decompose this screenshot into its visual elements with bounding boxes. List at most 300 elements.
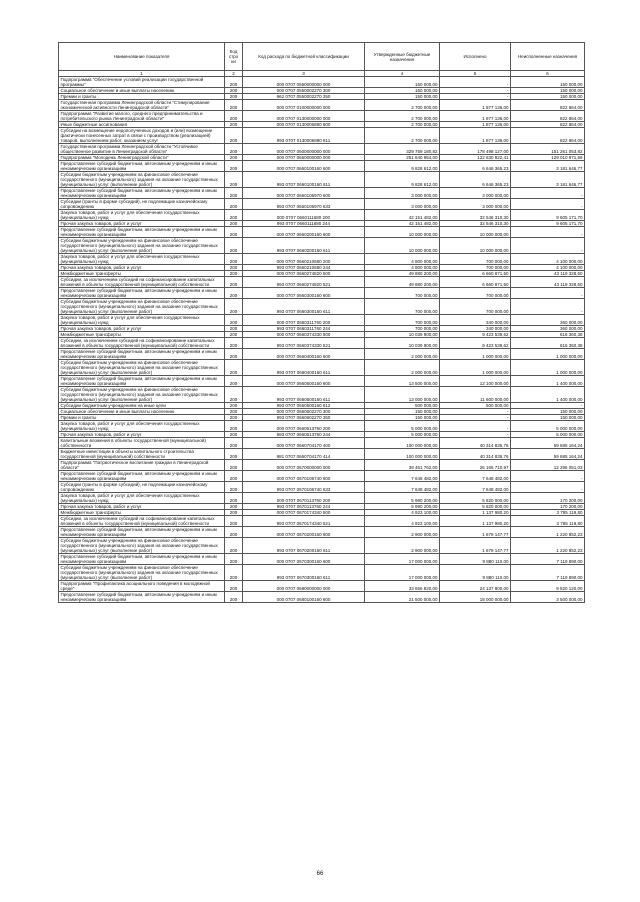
row-executed: -	[440, 94, 511, 100]
row-line-code: 200	[225, 326, 243, 332]
row-name: Предоставление субсидий бюджетным, автономным учреждениям и иным некоммерческим организациям	[59, 554, 225, 565]
row-approved: 7 648 482,00	[365, 482, 440, 493]
row-unexecuted: 3 500 000,00	[511, 592, 585, 603]
table-row	[59, 299, 585, 315]
table-row	[59, 360, 585, 376]
row-name: Субсидии бюджетным учреждениям на иные цели	[59, 403, 225, 409]
row-budget-code: 000 0707 0670200160 600	[243, 527, 365, 538]
row-approved: 2 000 000,00	[365, 360, 440, 376]
row-executed: 12 100 000,00	[440, 376, 511, 387]
row-executed: 178 498 127,00	[440, 144, 511, 155]
row-approved: 33 656 820,00	[365, 581, 440, 592]
table-row	[59, 277, 585, 288]
table-row	[59, 188, 585, 199]
row-approved: 21 500 000,00	[365, 592, 440, 603]
row-name: Субсидии бюджетным учреждениям на финансовое обеспечение государственного (муниципального) задания на оказание государственных (муниципальных) услуг (выполнение работ)	[59, 172, 225, 188]
row-budget-code: 000 0707 0130000000 000	[243, 111, 365, 122]
row-executed: 340 000,00	[440, 315, 511, 326]
row-approved: 5 000 000,00	[365, 432, 440, 438]
row-unexecuted: -	[511, 299, 585, 315]
row-approved: 700 000,00	[365, 315, 440, 326]
row-executed: 26 165 710,97	[440, 460, 511, 471]
row-name: Прочая закупка товаров, работ и услуг	[59, 221, 225, 227]
table-row	[59, 210, 585, 221]
table-row	[59, 100, 585, 111]
row-approved: 9 828 612,00	[365, 161, 440, 172]
row-executed: 1 877 136,00	[440, 111, 511, 122]
row-budget-code: 000 0707 0130006890 800	[243, 122, 365, 128]
row-budget-code: 000 0707 0660613760 200	[243, 421, 365, 432]
row-line-code: 200	[225, 349, 243, 360]
row-unexecuted: 129 010 871,59	[511, 155, 585, 161]
row-line-code: 200	[225, 238, 243, 254]
row-budget-code: 993 0707 0670174340 521	[243, 516, 365, 527]
row-approved: 17 000 000,00	[365, 565, 440, 581]
table-row	[59, 326, 585, 332]
row-approved: 13 000 000,00	[365, 387, 440, 403]
row-executed: -	[440, 415, 511, 421]
row-unexecuted: -	[511, 403, 585, 409]
row-approved: 10 000 000,00	[365, 227, 440, 238]
row-approved: 5 000 000,00	[365, 421, 440, 432]
row-executed: 5 820 000,00	[440, 504, 511, 510]
row-approved: 150 000,00	[365, 94, 440, 100]
row-budget-code: 993 0707 0660400160 611	[243, 360, 365, 376]
table-row	[59, 460, 585, 471]
row-approved: 7 648 482,00	[365, 471, 440, 482]
row-unexecuted: -	[511, 482, 585, 493]
table-row	[59, 221, 585, 227]
row-budget-code: 993 0707 0660602270 350	[243, 415, 365, 421]
row-approved: 10 000 000,00	[365, 238, 440, 254]
row-executed: 32 546 310,30	[440, 221, 511, 227]
row-approved: 5 990 200,00	[365, 493, 440, 504]
row-approved: 2 700 000,00	[365, 122, 440, 128]
row-budget-code: 000 0707 0660400160 600	[243, 349, 365, 360]
row-unexecuted: 3 785 119,80	[511, 516, 585, 527]
column-number: 1	[59, 71, 225, 77]
row-line-code: 200	[225, 332, 243, 338]
row-approved: 700 000,00	[365, 326, 440, 332]
row-executed: 6 660 871,50	[440, 271, 511, 277]
row-approved: 3 000 000,00	[365, 199, 440, 210]
row-unexecuted: -	[511, 199, 585, 210]
row-line-code: 200	[225, 271, 243, 277]
row-executed: 6 646 365,23	[440, 172, 511, 188]
row-line-code: 200	[225, 538, 243, 554]
row-budget-code: 993 0707 0660613760 244	[243, 432, 365, 438]
row-executed: 18 000 000,00	[440, 592, 511, 603]
row-line-code: 200	[225, 77, 243, 88]
row-unexecuted: 360 000,00	[511, 326, 585, 332]
row-name: Субсидии, за исключением субсидий на софинансирование капитальных вложений в объекты государственной (муниципальной) собственности	[59, 338, 225, 349]
row-unexecuted: 822 864,00	[511, 100, 585, 111]
row-name: Субсидии (гранты в форме субсидий), не подлежащие казначейскому сопровождению	[59, 482, 225, 493]
row-line-code: 200	[225, 409, 243, 415]
row-line-code: 200	[225, 592, 243, 603]
row-name: Межбюджетные трансферты	[59, 271, 225, 277]
row-line-code: 200	[225, 221, 243, 227]
row-unexecuted: 822 864,00	[511, 111, 585, 122]
row-executed: 9 880 110,00	[440, 565, 511, 581]
table-row	[59, 161, 585, 172]
row-budget-code: 993 0707 0660210680 244	[243, 265, 365, 271]
table-row	[59, 403, 585, 409]
row-unexecuted: 12 296 051,03	[511, 460, 585, 471]
row-budget-code: 000 0707 0670113760 200	[243, 493, 365, 504]
row-name: Предоставление субсидий бюджетным, автономным учреждениям и иным некоммерческим организациям	[59, 227, 225, 238]
column-number: 5	[440, 71, 511, 77]
row-executed: 500 000,00	[440, 403, 511, 409]
row-budget-code: 000 0707 0660311760 200	[243, 315, 365, 326]
table-row	[59, 172, 585, 188]
row-executed: 6 646 365,23	[440, 161, 511, 172]
row-line-code: 200	[225, 471, 243, 482]
table-row	[59, 421, 585, 432]
header-executed: Исполнено	[440, 43, 511, 71]
row-approved: 500 000,00	[365, 403, 440, 409]
row-budget-code: 993 0707 0660100160 611	[243, 172, 365, 188]
row-name: Бюджетные инвестиции в объекты капитального строительства государственной (муниципальной) собственности	[59, 449, 225, 460]
row-executed: -	[440, 88, 511, 94]
row-approved: 5 990 200,00	[365, 504, 440, 510]
row-executed: -	[440, 421, 511, 432]
table-header-row	[59, 43, 585, 71]
row-approved: 4 923 100,00	[365, 510, 440, 516]
row-unexecuted: 822 864,00	[511, 128, 585, 144]
table-row	[59, 504, 585, 510]
row-approved: 150 000,00	[365, 415, 440, 421]
header-name: Наименование показателя	[59, 43, 225, 71]
row-executed: 1 000 000,00	[440, 349, 511, 360]
row-line-code: 200	[225, 299, 243, 315]
row-line-code: 200	[225, 227, 243, 238]
row-name: Предоставление субсидий бюджетным, автономным учреждениям и иным некоммерческим организациям	[59, 161, 225, 172]
row-executed: 9 423 539,62	[440, 338, 511, 349]
row-approved: 4 800 000,00	[365, 265, 440, 271]
row-name: Субсидии бюджетным учреждениям на финансовое обеспечение государственного (муниципального) задания на оказание государственных (муниципальных) услуг (выполнение работ)	[59, 238, 225, 254]
row-budget-code: 993 0707 0130006890 811	[243, 128, 365, 144]
row-executed: 7 648 482,00	[440, 482, 511, 493]
row-executed: 1 877 136,00	[440, 122, 511, 128]
row-executed: 700 000,00	[440, 254, 511, 265]
row-unexecuted: 1 400 000,00	[511, 387, 585, 403]
row-unexecuted: 4 100 000,00	[511, 265, 585, 271]
row-approved: 100 000 000,00	[365, 449, 440, 460]
row-executed: 340 000,00	[440, 326, 511, 332]
row-unexecuted: 360 000,00	[511, 315, 585, 326]
row-name: Премии и гранты	[59, 94, 225, 100]
row-executed: 10 000 000,00	[440, 227, 511, 238]
row-line-code: 200	[225, 94, 243, 100]
row-approved: 42 151 482,00	[365, 210, 440, 221]
row-approved: 49 880 200,00	[365, 271, 440, 277]
header-unexecuted: Неисполненные назначения	[511, 43, 585, 71]
row-name: Подпрограмма "Профилактика асоциального поведения в молодежной среде"	[59, 581, 225, 592]
row-name: Межбюджетные трансферты	[59, 510, 225, 516]
row-name: Субсидии на возмещение недополученных доходов и (или) возмещение фактически понесенных затрат в связи с производством (реализацией) товаров, выполнением работ, оказанием услуг	[59, 128, 225, 144]
row-approved: 150 000,00	[365, 88, 440, 94]
row-line-code: 200	[225, 88, 243, 94]
row-line-code: 200	[225, 510, 243, 516]
row-line-code: 200	[225, 155, 243, 161]
row-line-code: 200	[225, 122, 243, 128]
row-name: Социальное обеспечение и иные выплаты населению	[59, 88, 225, 94]
table-body	[59, 77, 585, 603]
row-budget-code: 000 0707 0550002270 300	[243, 88, 365, 94]
row-executed: 700 000,00	[440, 299, 511, 315]
row-unexecuted: 9 605 171,70	[511, 221, 585, 227]
row-line-code: 200	[225, 403, 243, 409]
row-executed: 700 000,00	[440, 288, 511, 299]
row-approved: 700 000,00	[365, 288, 440, 299]
row-name: Субсидии бюджетным учреждениям на финансовое обеспечение государственного (муниципального) задания на оказание государственных (муниципальных) услуг (выполнение работ)	[59, 565, 225, 581]
row-approved: 4 923 100,00	[365, 516, 440, 527]
budget-execution-table	[58, 42, 585, 603]
row-name: Субсидии, за исключением субсидий на софинансирование капитальных вложений в объекты государственной (муниципальной) собственности	[59, 516, 225, 527]
row-budget-code: 993 0707 0660300160 611	[243, 299, 365, 315]
table-row	[59, 482, 585, 493]
table-row	[59, 265, 585, 271]
row-name: Субсидии бюджетным учреждениям на финансовое обеспечение государственного (муниципального) задания на оказание государственных (муниципальных) услуг (выполнение работ)	[59, 387, 225, 403]
row-name: Субсидии бюджетным учреждениям на финансовое обеспечение государственного (муниципального) задания на оказание государственных (муниципальных) услуг (выполнение работ)	[59, 538, 225, 554]
table-row	[59, 376, 585, 387]
row-executed: -	[440, 409, 511, 415]
row-line-code: 200	[225, 288, 243, 299]
row-budget-code: 993 0707 0670300160 611	[243, 565, 365, 581]
row-name: Закупка товаров, работ и услуг для обеспечения государственных (муниципальных) нужд	[59, 421, 225, 432]
row-approved: 700 000,00	[365, 299, 440, 315]
row-line-code: 200	[225, 315, 243, 326]
row-budget-code: 000 0707 0600000000 000	[243, 144, 365, 155]
row-budget-code: 000 0707 0550000000 000	[243, 77, 365, 88]
row-executed: 1 877 136,00	[440, 128, 511, 144]
row-line-code: 200	[225, 449, 243, 460]
row-unexecuted: 4 100 000,00	[511, 254, 585, 265]
table-row	[59, 349, 585, 360]
header-budget-code: Код расхода по бюджетной классификации	[243, 43, 365, 71]
row-budget-code: 000 0707 0100000000 000	[243, 100, 365, 111]
row-budget-code: 000 0707 0670174340 500	[243, 510, 365, 516]
table-row	[59, 527, 585, 538]
row-budget-code: 000 0707 0680100160 600	[243, 592, 365, 603]
row-line-code: 200	[225, 421, 243, 432]
row-unexecuted: 59 685 164,24	[511, 438, 585, 449]
row-line-code: 200	[225, 100, 243, 111]
row-approved: 2 700 000,00	[365, 111, 440, 122]
row-name: Государственная программа Ленинградской области "Стимулирование экономической активности Ленинградской области"	[59, 100, 225, 111]
row-budget-code: 000 0707 0660500160 600	[243, 376, 365, 387]
row-line-code: 200	[225, 265, 243, 271]
row-name: Подпрограмма "Молодежь Ленинградской области"	[59, 155, 225, 161]
table-row	[59, 581, 585, 592]
table-row	[59, 315, 585, 326]
row-unexecuted: 150 000,00	[511, 77, 585, 88]
row-name: Закупка товаров, работ и услуг для обеспечения государственных (муниципальных) нужд	[59, 493, 225, 504]
row-executed: 32 546 310,30	[440, 210, 511, 221]
row-name: Прочая закупка товаров, работ и услуг	[59, 265, 225, 271]
row-budget-code: 993 0707 0660374330 521	[243, 338, 365, 349]
column-number: 2	[225, 71, 243, 77]
table-row	[59, 254, 585, 265]
row-line-code: 200	[225, 188, 243, 199]
table-row	[59, 77, 585, 88]
row-approved: 2 700 000,00	[365, 100, 440, 111]
table-row	[59, 493, 585, 504]
row-unexecuted: 1 220 852,23	[511, 538, 585, 554]
row-unexecuted: 43 119 328,50	[511, 277, 585, 288]
row-unexecuted: 170 200,00	[511, 493, 585, 504]
row-name: Подпрограмма "Обеспечение условий реализации государственной программы"	[59, 77, 225, 88]
row-line-code: 200	[225, 493, 243, 504]
row-name: Субсидии (гранты в форме субсидий), не подлежащие казначейскому сопровождению	[59, 199, 225, 210]
row-approved: 10 039 900,00	[365, 338, 440, 349]
table-row	[59, 227, 585, 238]
row-executed: 700 000,00	[440, 265, 511, 271]
row-budget-code: 000 0707 0670106740 600	[243, 471, 365, 482]
row-executed: 5 820 000,00	[440, 493, 511, 504]
row-unexecuted: 170 200,00	[511, 504, 585, 510]
row-line-code: 200	[225, 387, 243, 403]
row-name: Государственная программа Ленинградской области "Устойчивое общественное развитие в Ленинградской области"	[59, 144, 225, 155]
row-unexecuted: -	[511, 188, 585, 199]
row-budget-code: 000 0707 0680000000 000	[243, 581, 365, 592]
row-name: Капитальные вложения в объекты государственной (муниципальной) собственности	[59, 438, 225, 449]
header-line-code: Код стро ки	[225, 43, 243, 71]
row-executed: 9 423 539,62	[440, 332, 511, 338]
row-executed: 3 000 000,00	[440, 188, 511, 199]
row-name: Субсидии бюджетным учреждениям на финансовое обеспечение государственного (муниципального) задания на оказание государственных (муниципальных) услуг (выполнение работ)	[59, 299, 225, 315]
row-unexecuted: 7 119 890,00	[511, 554, 585, 565]
row-unexecuted: 9 520 120,00	[511, 581, 585, 592]
row-name: Межбюджетные трансферты	[59, 332, 225, 338]
row-unexecuted: -	[511, 471, 585, 482]
row-name: Премии и гранты	[59, 415, 225, 421]
row-budget-code: 962 0707 0550002270 350	[243, 94, 365, 100]
row-approved: 150 000,00	[365, 77, 440, 88]
row-approved: 2 000 000,00	[365, 349, 440, 360]
row-line-code: 200	[225, 144, 243, 155]
row-line-code: 200	[225, 516, 243, 527]
row-unexecuted: 616 360,38	[511, 338, 585, 349]
table-row	[59, 554, 585, 565]
table-row	[59, 438, 585, 449]
row-unexecuted: -	[511, 227, 585, 238]
table-row	[59, 338, 585, 349]
row-budget-code: 993 0707 0660500160 611	[243, 387, 365, 403]
row-unexecuted: 150 000,00	[511, 415, 585, 421]
row-approved: 2 900 000,00	[365, 538, 440, 554]
row-budget-code: 993 0707 0670113760 244	[243, 504, 365, 510]
table-row	[59, 128, 585, 144]
row-line-code: 200	[225, 376, 243, 387]
row-name: Иные бюджетные ассигнования	[59, 122, 225, 128]
column-number: 6	[511, 71, 585, 77]
row-name: Прочая закупка товаров, работ и услуг	[59, 504, 225, 510]
row-executed: 3 000 000,00	[440, 199, 511, 210]
row-unexecuted: 3 181 646,77	[511, 161, 585, 172]
row-line-code: 200	[225, 199, 243, 210]
table-row	[59, 238, 585, 254]
row-unexecuted: 616 360,38	[511, 332, 585, 338]
row-approved: 2 900 000,00	[365, 527, 440, 538]
row-name: Предоставление субсидий бюджетным, автономным учреждениям и иным некоммерческим организациям	[59, 188, 225, 199]
header-approved: Утвержденные бюджетные назначения	[365, 43, 440, 71]
row-budget-code: 993 0707 0660274820 521	[243, 277, 365, 288]
row-unexecuted: 822 864,00	[511, 122, 585, 128]
row-unexecuted: 1 000 000,00	[511, 360, 585, 376]
table-row	[59, 144, 585, 155]
row-budget-code: 993 0707 0660106970 633	[243, 199, 365, 210]
row-executed: 122 630 822,41	[440, 155, 511, 161]
row-line-code: 200	[225, 504, 243, 510]
row-unexecuted: -	[511, 288, 585, 299]
row-unexecuted: 3 785 119,80	[511, 510, 585, 516]
row-approved: 3 000 000,00	[365, 188, 440, 199]
row-budget-code: 993 0707 0660111680 244	[243, 221, 365, 227]
table-row	[59, 471, 585, 482]
row-budget-code: 000 0707 0660000000 000	[243, 155, 365, 161]
table-row	[59, 387, 585, 403]
row-unexecuted: 1 400 000,00	[511, 376, 585, 387]
row-unexecuted: 5 000 000,00	[511, 421, 585, 432]
row-budget-code: 000 0707 0660106970 600	[243, 188, 365, 199]
row-name: Прочая закупка товаров, работ и услуг	[59, 432, 225, 438]
report-page	[58, 42, 584, 603]
column-number: 4	[365, 71, 440, 77]
row-unexecuted: 150 000,00	[511, 88, 585, 94]
row-approved: 329 759 180,82	[365, 144, 440, 155]
row-name: Субсидии бюджетным учреждениям на финансовое обеспечение государственного (муниципального) задания на оказание государственных (муниципальных) услуг (выполнение работ)	[59, 360, 225, 376]
row-name: Закупка товаров, работ и услуг для обеспечения государственных (муниципальных) нужд	[59, 210, 225, 221]
row-budget-code: 000 0707 0660300160 600	[243, 288, 365, 299]
row-executed: 40 314 835,76	[440, 438, 511, 449]
row-approved: 49 880 200,00	[365, 277, 440, 288]
row-executed: 9 880 110,00	[440, 554, 511, 565]
row-line-code: 200	[225, 161, 243, 172]
row-executed: 1 679 147,77	[440, 527, 511, 538]
row-executed: -	[440, 77, 511, 88]
row-line-code: 200	[225, 581, 243, 592]
table-row	[59, 449, 585, 460]
row-name: Прочая закупка товаров, работ и услуг	[59, 326, 225, 332]
row-unexecuted: 150 000,00	[511, 94, 585, 100]
row-name: Подпрограмма "Патриотическое воспитание граждан в Ленинградской области"	[59, 460, 225, 471]
row-budget-code: 993 0707 0660200160 611	[243, 238, 365, 254]
row-executed: 10 000 000,00	[440, 238, 511, 254]
row-name: Подпрограмма "Развитие малого, среднего предпринимательства и потребительского рынка Ленинградской области"	[59, 111, 225, 122]
row-line-code: 200	[225, 554, 243, 565]
row-line-code: 200	[225, 460, 243, 471]
table-row	[59, 516, 585, 527]
row-budget-code: 000 0707 0660602270 300	[243, 409, 365, 415]
row-budget-code: 993 0707 0670200160 611	[243, 538, 365, 554]
row-name: Предоставление субсидий бюджетным, автономным учреждениям и иным некоммерческим организациям	[59, 471, 225, 482]
table-row	[59, 288, 585, 299]
row-name: Закупка товаров, работ и услуг для обеспечения государственных (муниципальных) нужд	[59, 254, 225, 265]
row-line-code: 200	[225, 254, 243, 265]
row-unexecuted: 151 261 053,82	[511, 144, 585, 155]
row-line-code: 200	[225, 360, 243, 376]
row-executed: 11 600 000,00	[440, 387, 511, 403]
table-row	[59, 111, 585, 122]
page-number: 66	[316, 871, 324, 877]
table-row	[59, 538, 585, 554]
row-budget-code: 000 0707 0660100160 600	[243, 161, 365, 172]
row-approved: 4 800 000,00	[365, 254, 440, 265]
row-approved: 2 700 000,00	[365, 128, 440, 144]
row-approved: 10 039 900,00	[365, 332, 440, 338]
